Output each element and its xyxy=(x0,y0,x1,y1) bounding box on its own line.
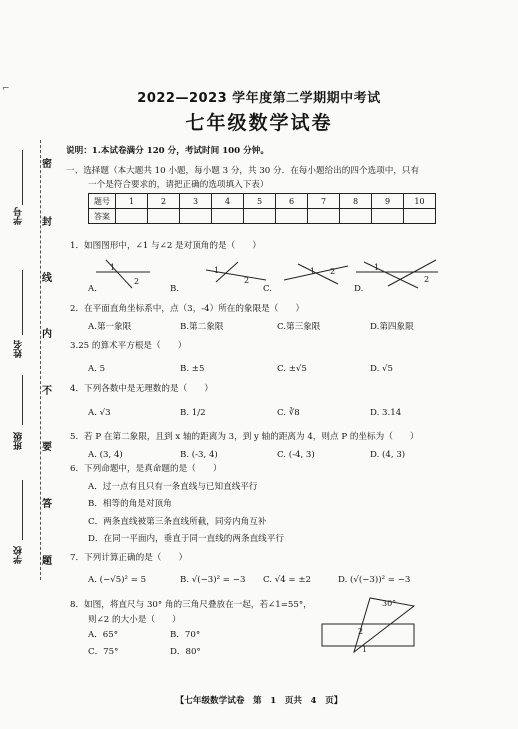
figure-angle-label: 30° xyxy=(382,599,397,608)
svg-text:1: 1 xyxy=(362,645,368,654)
question-8-figure xyxy=(318,594,428,658)
question-6-option-b: B．相等的角是对顶角 xyxy=(88,499,172,509)
table-number: 10 xyxy=(404,194,436,209)
question-7-option-c: C. √4 = ±2 xyxy=(263,575,312,585)
question-1-option-a: A. xyxy=(88,284,97,294)
question-4-option-a: A. √3 xyxy=(88,408,111,418)
table-number: 9 xyxy=(372,194,404,209)
question-7-option-b: B. √(−3)² = −3 xyxy=(180,575,246,585)
question-3-option-a: A. 5 xyxy=(88,364,106,374)
question-2-stem: 2．在平面直角坐标系中，点（3，-4）所在的象限是（ ） xyxy=(70,304,305,314)
table-row xyxy=(89,194,436,209)
class-line xyxy=(22,375,23,425)
table-number: 3 xyxy=(180,194,212,209)
svg-text:2: 2 xyxy=(244,276,250,285)
question-6-option-a: A．过一点有且只有一条直线与已知直线平行 xyxy=(88,482,258,492)
question-8-option-d: D．80° xyxy=(170,647,201,657)
corner-mark: ⌐ xyxy=(2,84,10,94)
question-1-figures xyxy=(88,258,508,294)
question-1-option-b: B. xyxy=(170,284,180,294)
table-answer-label: 答案 xyxy=(89,209,116,224)
table-row xyxy=(89,209,436,224)
section1-instructions-2: 一个是符合要求的，请把正确的选项填入下表） xyxy=(88,180,269,190)
question-8-stem-1: 8．如图，将直尺与 30° 角的三角尺叠放在一起，若∠1=55°， xyxy=(70,600,312,610)
svg-text:1: 1 xyxy=(214,266,220,275)
question-2-option-b: B.第二象限 xyxy=(180,322,224,332)
exam-main-title: 七年级数学试卷 xyxy=(185,112,333,134)
svg-text:1: 1 xyxy=(310,267,316,276)
answer-cell[interactable] xyxy=(212,209,244,224)
svg-text:2: 2 xyxy=(358,627,364,636)
question-4-stem: 4．下列各数中是无理数的是（ ） xyxy=(70,384,213,394)
page-footer: 【七年级数学试卷 第 1 页共 4 页】 xyxy=(175,696,343,706)
answer-cell[interactable] xyxy=(340,209,372,224)
student-id-line xyxy=(22,150,23,205)
svg-text:2: 2 xyxy=(330,267,336,276)
student-name-line xyxy=(22,270,23,335)
question-3-option-b: B. ±5 xyxy=(180,364,205,374)
question-4-option-d: D. 3.14 xyxy=(370,408,402,418)
question-5-option-a: A. (3, 4) xyxy=(88,450,123,460)
answer-cell[interactable] xyxy=(372,209,404,224)
school-label: 学校 xyxy=(14,546,24,564)
answer-cell[interactable] xyxy=(116,209,148,224)
question-1-option-c: C. xyxy=(263,284,273,294)
section1-instructions-1: 一、选择题（本大题共 10 小题，每小题 3 分，共 30 分．在每小题给出的四个选项中，只有 xyxy=(66,166,420,176)
seal-char: 不 xyxy=(42,386,52,397)
table-number: 8 xyxy=(340,194,372,209)
seal-char: 内 xyxy=(42,329,52,340)
question-5-option-d: D. (4, 3) xyxy=(370,450,406,460)
binding-dashed-line xyxy=(40,140,41,580)
question-7-option-d: D. (√(−3))² = −3 xyxy=(338,575,411,585)
question-8-option-a: A．65° xyxy=(88,630,119,640)
question-2-option-a: A.第一象限 xyxy=(88,322,132,332)
answer-table xyxy=(88,193,436,224)
answer-cell[interactable] xyxy=(148,209,180,224)
question-6-stem: 6．下列命题中，是真命题的是（ ） xyxy=(70,464,222,474)
question-1-stem: 1．如图图形中，∠1 与∠2 是对顶角的是（ ） xyxy=(70,241,261,251)
question-6-option-c: C．两条直线被第三条直线所截，同旁内角互补 xyxy=(88,517,267,527)
question-8-option-b: B．70° xyxy=(170,630,201,640)
question-3-stem: 3.25 的算术平方根是（ ） xyxy=(70,341,187,351)
seal-char: 密 xyxy=(42,159,52,170)
question-8-stem-2: 则∠2 的大小是（ ） xyxy=(88,615,181,625)
svg-text:1: 1 xyxy=(110,263,116,272)
table-number: 4 xyxy=(212,194,244,209)
exam-year-title: 2022—2023 学年度第二学期期中考试 xyxy=(137,91,381,106)
question-6-option-d: D．在同一平面内，垂直于同一直线的两条直线平行 xyxy=(88,534,284,544)
svg-text:1: 1 xyxy=(374,263,380,272)
class-label: 班级 xyxy=(14,432,24,450)
table-header-label: 题号 xyxy=(89,194,116,209)
seal-char: 题 xyxy=(42,556,52,567)
question-1-option-d: D. xyxy=(354,284,364,294)
question-4-option-c: C. ∛8 xyxy=(277,408,300,418)
question-5-option-c: C. (-4, 3) xyxy=(277,450,315,460)
answer-cell[interactable] xyxy=(244,209,276,224)
question-5-stem: 5．若 P 在第二象限，且到 x 轴的距离为 3，到 y 轴的距离为 4，则点 P 的坐标为（ ） xyxy=(70,432,419,442)
question-8-option-c: C．75° xyxy=(88,647,119,657)
student-name-label: 姓名 xyxy=(14,340,24,358)
seal-char: 答 xyxy=(42,499,52,510)
table-number: 6 xyxy=(276,194,308,209)
svg-text:2: 2 xyxy=(424,275,430,284)
answer-cell[interactable] xyxy=(404,209,436,224)
question-5-option-b: B. (-3, 4) xyxy=(180,450,218,460)
svg-text:2: 2 xyxy=(134,277,140,286)
question-2-option-c: C.第三象限 xyxy=(277,322,321,332)
answer-cell[interactable] xyxy=(276,209,308,224)
seal-char: 要 xyxy=(42,442,52,453)
seal-char: 线 xyxy=(42,273,52,284)
question-3-option-d: D. √5 xyxy=(370,364,393,374)
table-number: 1 xyxy=(116,194,148,209)
school-line xyxy=(22,480,23,540)
student-id-label: 学号 xyxy=(14,207,24,225)
seal-char: 封 xyxy=(42,217,52,228)
question-3-option-c: C. ±√5 xyxy=(277,364,307,374)
question-7-option-a: A. (−√5)² = 5 xyxy=(88,575,147,585)
table-number: 5 xyxy=(244,194,276,209)
answer-cell[interactable] xyxy=(308,209,340,224)
question-2-option-d: D.第四象限 xyxy=(370,322,414,332)
answer-cell[interactable] xyxy=(180,209,212,224)
exam-notes: 说明：1.本试卷满分 120 分，考试时间 100 分钟。 xyxy=(66,146,269,156)
question-4-option-b: B. 1/2 xyxy=(180,408,206,418)
question-7-stem: 7．下列计算正确的是（ ） xyxy=(70,553,188,563)
table-number: 2 xyxy=(148,194,180,209)
table-number: 7 xyxy=(308,194,340,209)
